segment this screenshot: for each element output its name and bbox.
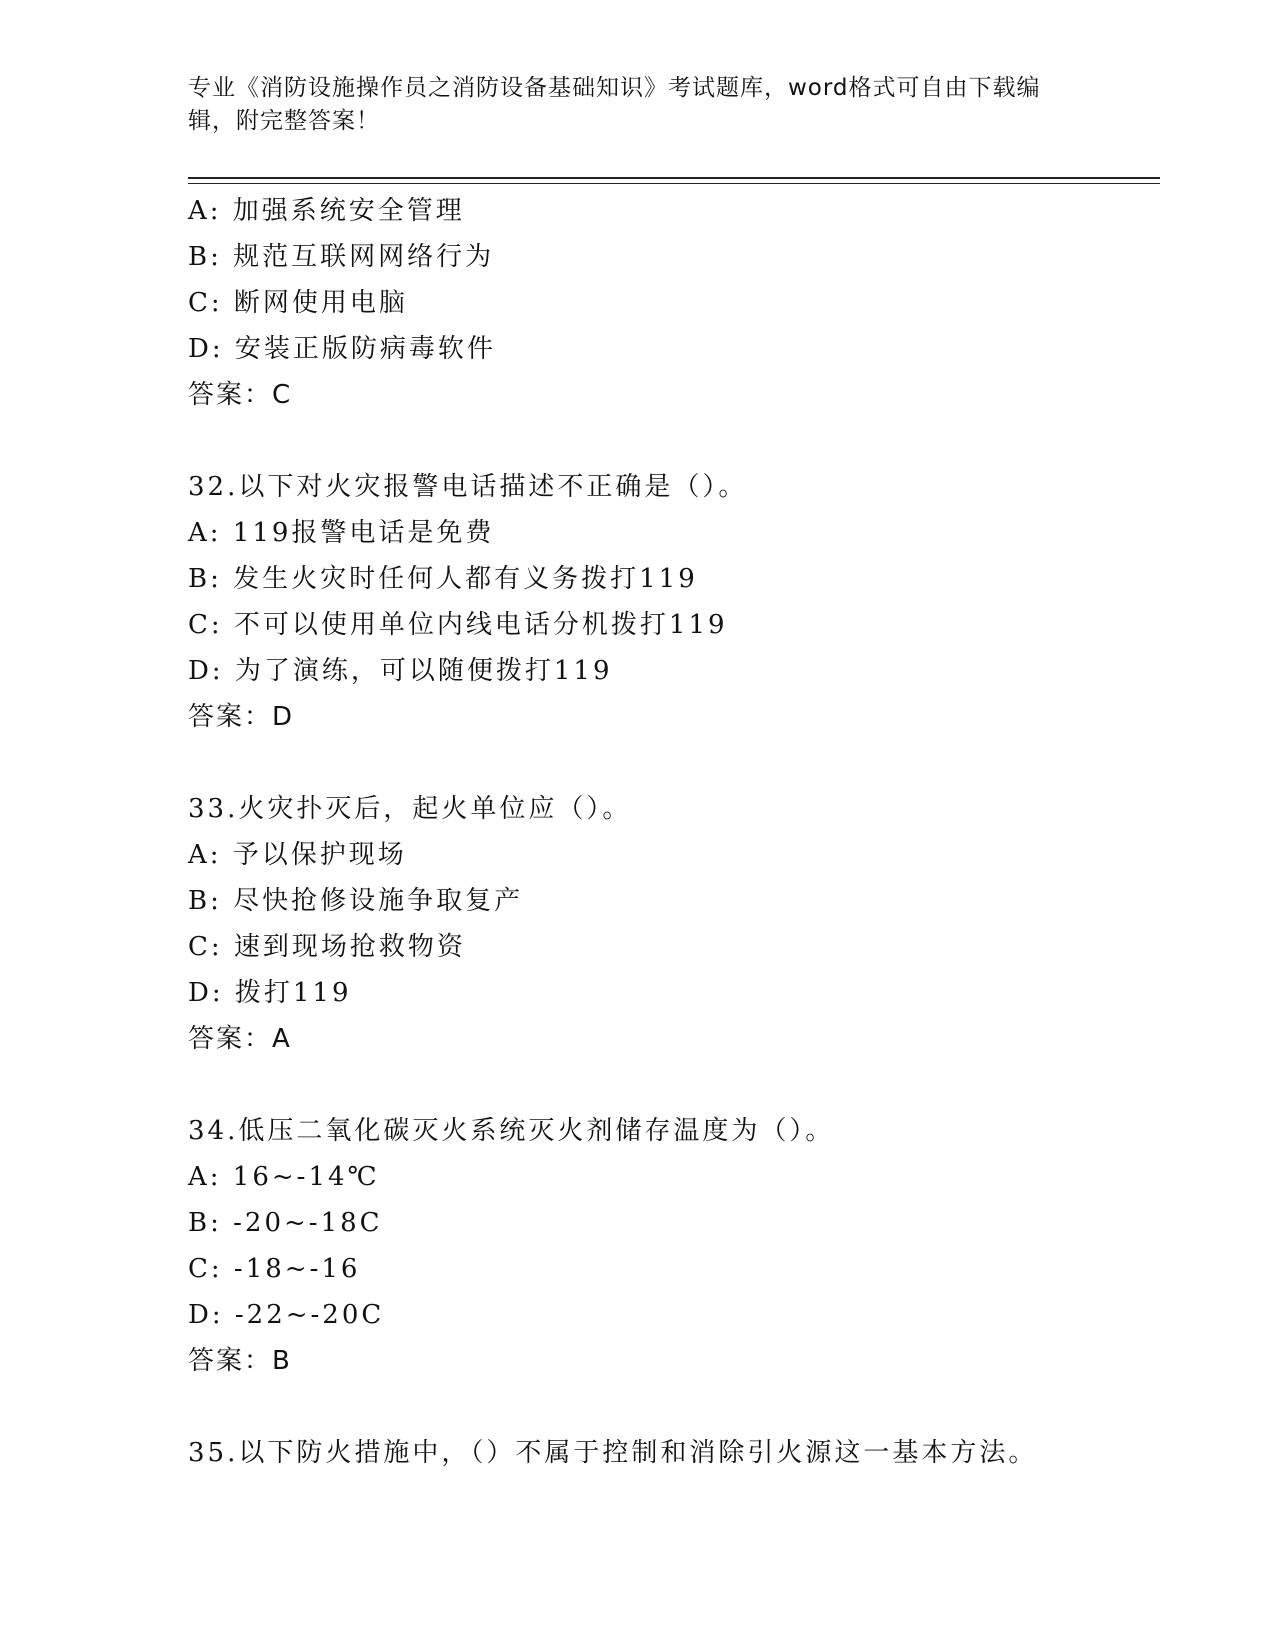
question-block — [188, 1108, 1188, 1384]
option-d: D: 拨打119 — [188, 978, 352, 1008]
question-text: 34.低压二氧化碳灭火系统灭火剂储存温度为（）。 — [188, 1116, 835, 1146]
answer: 答案：A — [188, 1024, 292, 1054]
option-a: A: 予以保护现场 — [188, 840, 407, 870]
question-block — [188, 464, 1188, 740]
answer: 答案：B — [188, 1346, 292, 1376]
header-rule-thick — [188, 177, 1160, 179]
option-d: D: 为了演练，可以随便拨打119 — [188, 656, 613, 686]
question-block — [188, 786, 1188, 1062]
option-b: B: 发生火灾时任何人都有义务拨打119 — [188, 564, 698, 594]
option-b: B: 规范互联网网络行为 — [188, 242, 495, 272]
question-block — [188, 188, 1188, 418]
option-b: B: -20~-18C — [188, 1208, 383, 1238]
option-a: A: 加强系统安全管理 — [188, 196, 465, 226]
option-c: C: -18~-16 — [188, 1254, 361, 1284]
document-header: 专业《消防设施操作员之消防设备基础知识》考试题库，word格式可自由下载编辑，附完整答案！ — [188, 75, 1041, 134]
option-b: B: 尽快抢修设施争取复产 — [188, 886, 524, 916]
option-d: D: -22~-20C — [188, 1300, 385, 1330]
header-rule-thin — [188, 183, 1160, 184]
question-text: 35.以下防火措施中，（）不属于控制和消除引火源这一基本方法。 — [188, 1438, 1038, 1468]
option-c: C: 速到现场抢救物资 — [188, 932, 466, 962]
question-text: 33.火灾扑灭后，起火单位应（）。 — [188, 794, 632, 824]
option-a: A: 16~-14℃ — [188, 1162, 380, 1192]
question-block — [188, 1430, 1188, 1476]
answer: 答案：C — [188, 380, 293, 410]
answer: 答案：D — [188, 702, 295, 732]
option-c: C: 断网使用电脑 — [188, 288, 408, 318]
question-list — [188, 188, 1188, 1476]
option-c: C: 不可以使用单位内线电话分机拨打119 — [188, 610, 728, 640]
option-d: D: 安装正版防病毒软件 — [188, 334, 496, 364]
question-text: 32.以下对火灾报警电话描述不正确是（）。 — [188, 472, 748, 502]
option-a: A: 119报警电话是免费 — [188, 518, 495, 548]
